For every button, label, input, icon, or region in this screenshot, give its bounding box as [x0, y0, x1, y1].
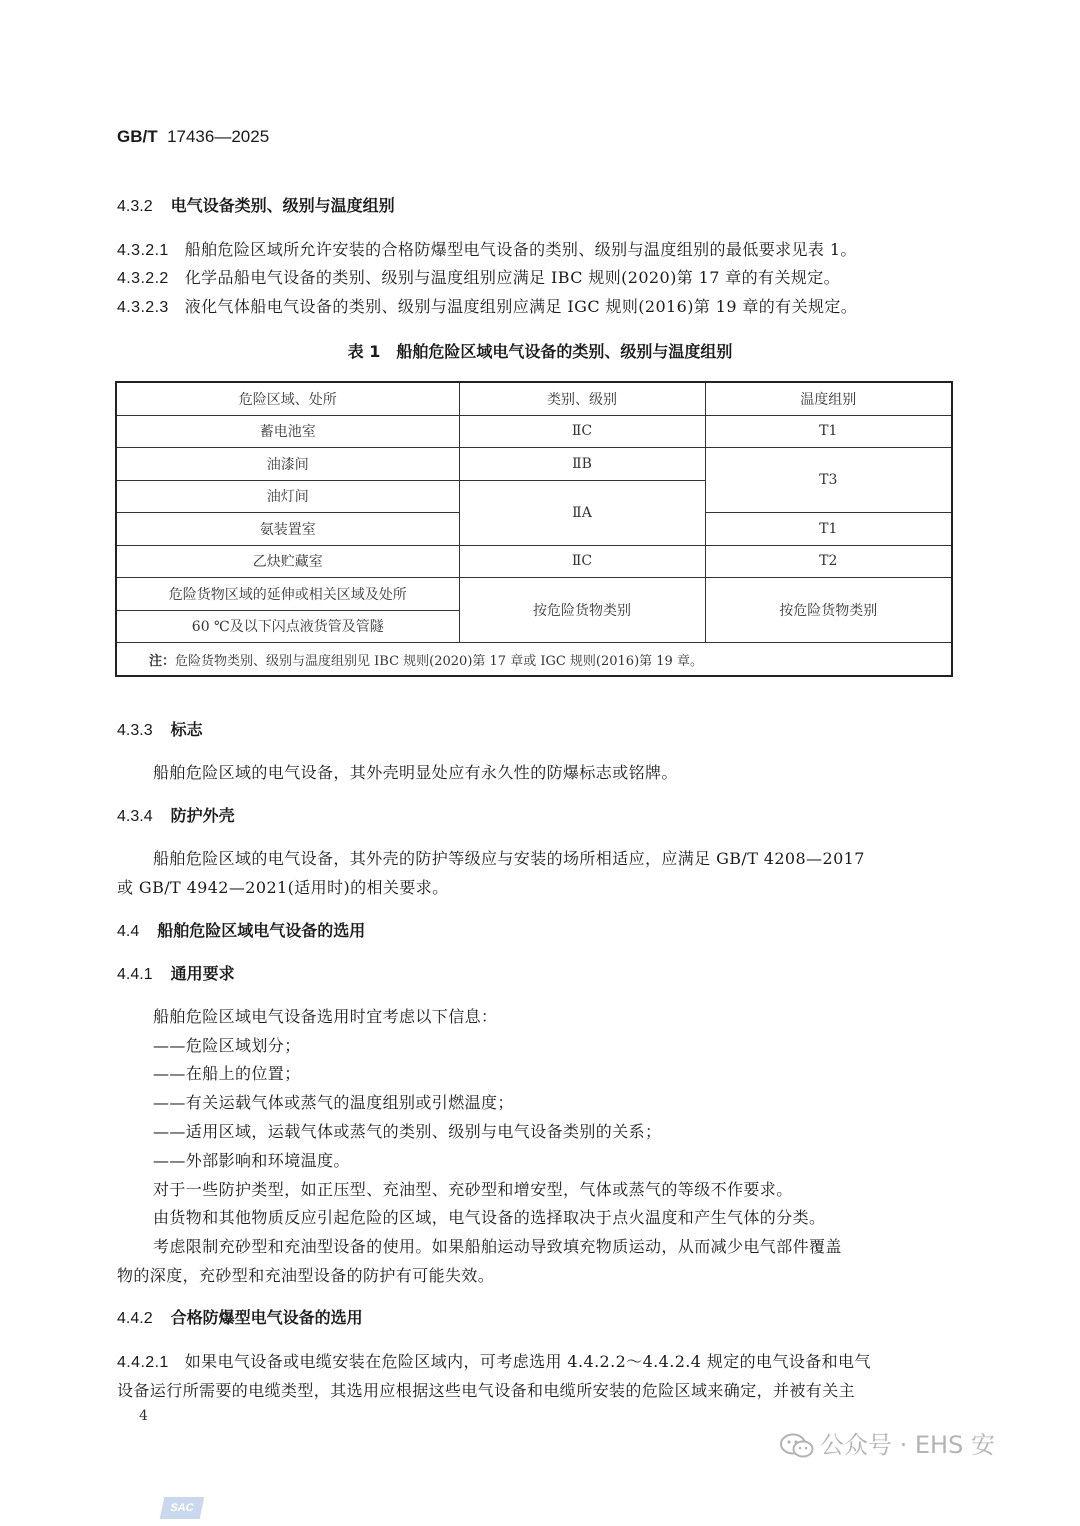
cell-class: ⅡC — [459, 415, 705, 448]
document-code: GB/T 17436—2025 — [117, 127, 270, 146]
cell-class: ⅡB — [459, 448, 705, 481]
cell-area: 蓄电池室 — [116, 415, 459, 448]
section-4-3-2-heading: 4.3.2 电气设备类别、级别与温度组别 — [117, 196, 395, 215]
cell-temp: T3 — [705, 448, 952, 513]
section-4-3-4-line1: 船舶危险区域的电气设备，其外壳的防护等级应与安装的场所相适应，应满足 GB/T 4208—2017 — [153, 849, 865, 868]
header-cell-area: 危险区域、处所 — [116, 382, 459, 415]
cell-class: ⅡA — [459, 480, 705, 545]
table-header-row — [116, 382, 952, 415]
cell-class: 按危险货物类别 — [459, 578, 705, 643]
cell-temp: 按危险货物类别 — [705, 578, 952, 643]
cell-temp: T1 — [705, 415, 952, 448]
cell-temp: T1 — [705, 513, 952, 546]
cell-class: ⅡC — [459, 545, 705, 578]
table-note-row — [116, 643, 952, 677]
requirements-table — [115, 381, 953, 677]
section-4-4-1-p2: 由货物和其他物质反应引起危险的区域，电气设备的选择取决于点火温度和产生气体的分类。 — [153, 1208, 826, 1227]
section-4-3-3-text: 船舶危险区域的电气设备，其外壳明显处应有永久性的防爆标志或铭牌。 — [153, 763, 678, 782]
page-number: 4 — [139, 1408, 148, 1424]
section-4-3-4-heading: 4.3.4 防护外壳 — [117, 806, 235, 825]
table-title: 表 1 船舶危险区域电气设备的类别、级别与温度组别 — [347, 342, 733, 361]
header-cell-temp: 温度组别 — [705, 382, 952, 415]
header-cell-class: 类别、级别 — [459, 382, 705, 415]
section-4-4-1-p1: 对于一些防护类型，如正压型、充油型、充砂型和增安型，气体或蒸气的等级不作要求。 — [153, 1180, 793, 1199]
cell-area: 氨装置室 — [116, 513, 459, 546]
cell-area: 乙炔贮藏室 — [116, 545, 459, 578]
section-4-4-heading: 4.4 船舶危险区域电气设备的选用 — [117, 921, 366, 940]
clause-4-3-2-1: 4.3.2.1 船舶危险区域所允许安装的合格防爆型电气设备的类别、级别与温度组别的最低要求见表 1。 — [117, 240, 857, 259]
section-4-3-4-line2: 或 GB/T 4942—2021(适用时)的相关要求。 — [117, 878, 449, 897]
sac-logo: SAC — [160, 1497, 205, 1519]
table-row — [116, 545, 952, 578]
watermark: 公众号 · EHS 安 — [780, 1425, 995, 1460]
list-item: ——危险区域划分； — [153, 1036, 301, 1055]
list-item: ——在船上的位置； — [153, 1064, 301, 1083]
table-row — [116, 448, 952, 481]
section-4-4-1-heading: 4.4.1 通用要求 — [117, 964, 235, 983]
clause-4-3-2-3: 4.3.2.3 液化气体船电气设备的类别、级别与温度组别应满足 IGC 规则(2016)第 19 章的有关规定。 — [117, 297, 858, 316]
clause-4-3-2-2: 4.3.2.2 化学品船电气设备的类别、级别与温度组别应满足 IBC 规则(2020)第 17 章的有关规定。 — [117, 268, 841, 287]
table-row — [116, 578, 952, 611]
wechat-icon — [780, 1433, 814, 1459]
cell-area: 油漆间 — [116, 448, 459, 481]
cell-area: 油灯间 — [116, 480, 459, 513]
section-4-3-3-heading: 4.3.3 标志 — [117, 720, 203, 739]
list-item: ——外部影响和环境温度。 — [153, 1151, 350, 1170]
list-item: ——适用区域，运载气体或蒸气的类别、级别与电气设备类别的关系； — [153, 1122, 662, 1141]
section-4-4-2-heading: 4.4.2 合格防爆型电气设备的选用 — [117, 1308, 363, 1327]
list-item: ——有关运载气体或蒸气的温度组别或引燃温度； — [153, 1093, 514, 1112]
section-4-4-1-p3-line2: 物的深度，充砂型和充油型设备的防护有可能失效。 — [117, 1266, 495, 1285]
table-row — [116, 415, 952, 448]
section-4-4-1-intro: 船舶危险区域电气设备选用时宜考虑以下信息： — [153, 1007, 498, 1026]
clause-4-4-2-1-line1: 4.4.2.1 如果电气设备或电缆安装在危险区域内，可考虑选用 4.4.2.2～4.4.2.4 规定的电气设备和电气 — [117, 1352, 871, 1371]
cell-area: 危险货物区域的延伸或相关区域及处所 — [116, 578, 459, 611]
cell-temp: T2 — [705, 545, 952, 578]
table-note: 注：危险货物类别、级别与温度组别见 IBC 规则(2020)第 17 章或 IGC 规则(2016)第 19 章。 — [116, 643, 952, 677]
section-4-4-1-p3-line1: 考虑限制充砂型和充油型设备的使用。如果船舶运动导致填充物质运动，从而减少电气部件覆盖 — [153, 1237, 842, 1256]
cell-area: 60 ℃及以下闪点液货管及管隧 — [116, 610, 459, 643]
clause-4-4-2-1-line2: 设备运行所需要的电缆类型，其选用应根据这些电气设备和电缆所安装的危险区域来确定，并被有关主 — [117, 1381, 856, 1400]
